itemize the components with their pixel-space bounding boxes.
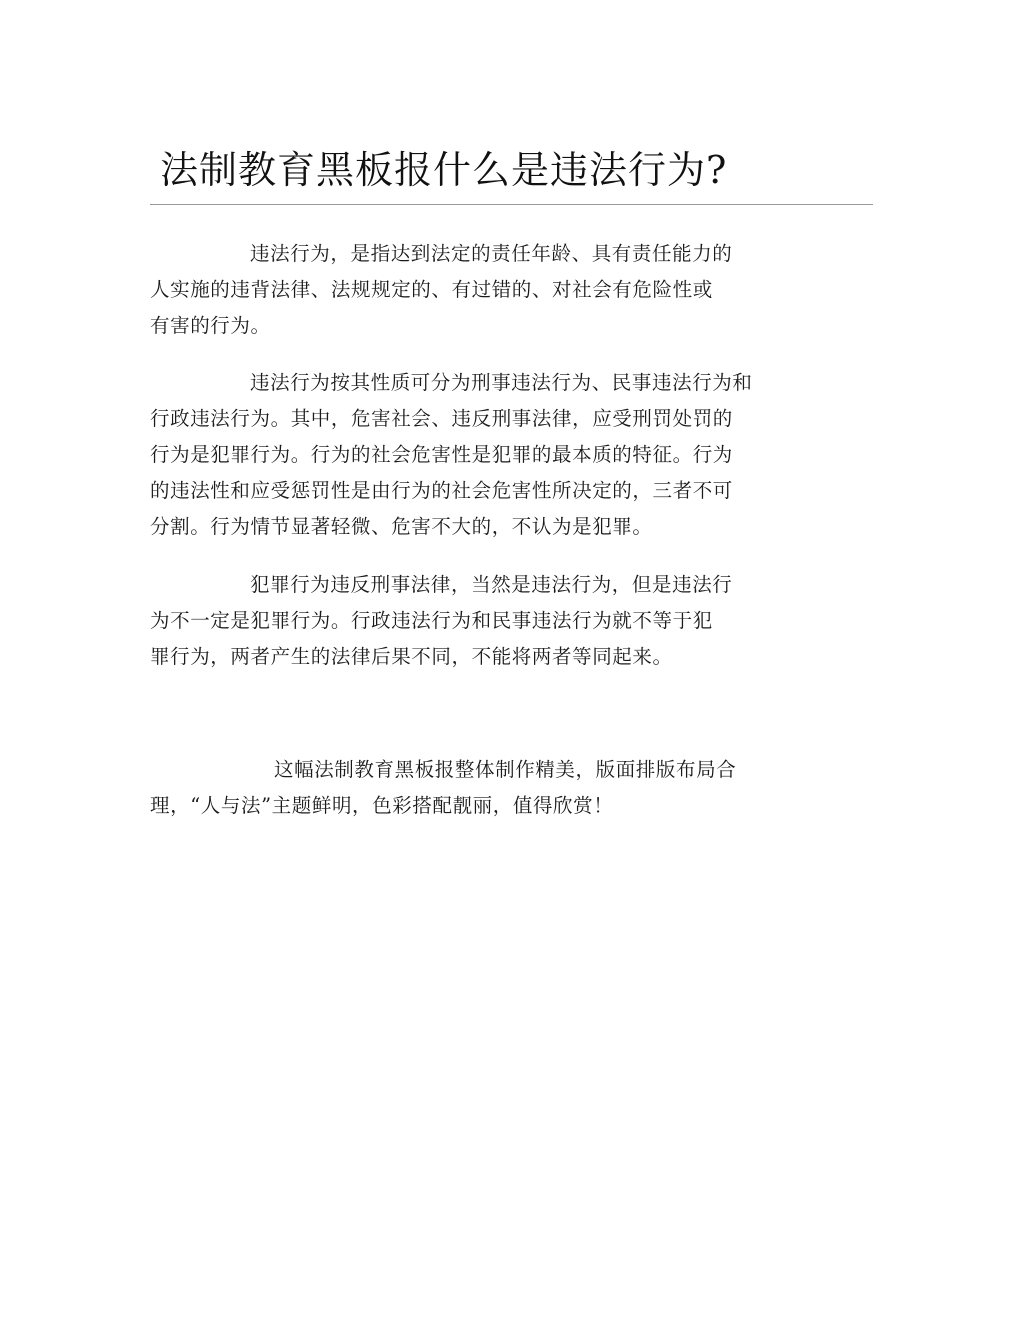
paragraph-line: 犯罪行为违反刑事法律，当然是违法行为，但是违法行 [250,573,733,596]
paragraph-summary [150,752,810,824]
title-divider [150,204,873,205]
paragraph-line: 行政违法行为。其中，危害社会、违反刑事法律，应受刑罚处罚的 [150,407,733,430]
paragraph-line: 违法行为按其性质可分为刑事违法行为、民事违法行为和 [250,371,753,394]
paragraph-line: 人实施的违背法律、法规规定的、有过错的、对社会有危险性或 [150,278,713,301]
paragraph-line: 这幅法制教育黑板报整体制作精美，版面排版布局合 [274,758,737,781]
paragraph-line: 理，“人与法”主题鲜明，色彩搭配靓丽，值得欣赏！ [150,794,614,817]
paragraph-line: 的违法性和应受惩罚性是由行为的社会危害性所决定的，三者不可 [150,479,733,502]
paragraph-line: 有害的行为。 [150,314,271,337]
paragraph-crime-vs-violation [150,567,810,675]
document-title: 法制教育黑板报什么是违法行为? [160,148,728,192]
paragraph-classification [150,365,810,545]
paragraph-line: 为不一定是犯罪行为。行政违法行为和民事违法行为就不等于犯 [150,609,713,632]
paragraph-definition [150,236,810,344]
paragraph-line: 罪行为，两者产生的法律后果不同，不能将两者等同起来。 [150,645,673,668]
paragraph-line: 违法行为，是指达到法定的责任年龄、具有责任能力的 [250,242,733,265]
paragraph-line: 分割。行为情节显著轻微、危害不大的，不认为是犯罪。 [150,515,653,538]
paragraph-line: 行为是犯罪行为。行为的社会危害性是犯罪的最本质的特征。行为 [150,443,733,466]
